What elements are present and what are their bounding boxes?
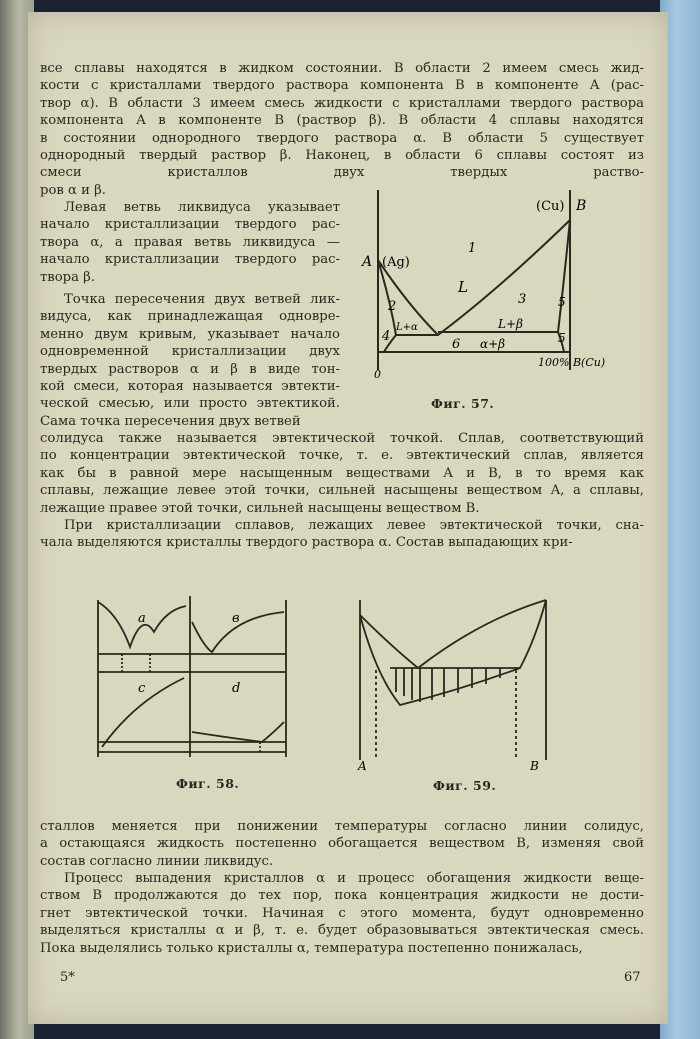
label-region-5-upper: 5	[558, 295, 566, 309]
paragraph-crystallization	[40, 517, 644, 552]
axis-label-concentration: 100% B(Cu)	[538, 356, 606, 369]
text-line: выделяться кристаллы α и β, т. е. будет образовываться эвтектическая смесь.	[40, 923, 644, 939]
page-number: 67	[624, 970, 641, 985]
label-region-5-lower: 5	[558, 331, 566, 345]
paragraph-liquidus-branches	[40, 199, 340, 286]
paragraph-solidus	[40, 430, 644, 517]
text-line: одновременной кристаллизации двух	[40, 344, 340, 360]
text-line: смеси кристаллов двух твердых раство-	[40, 165, 644, 181]
text-line: твора α, а правая ветвь ликвидуса —	[40, 234, 340, 250]
text-line: ческой смесью, или просто эвтектикой.	[40, 396, 340, 412]
paragraph-enrichment	[40, 870, 644, 957]
text-line: чала выделяются кристаллы твердого раствора α. Состав выпадающих кри-	[40, 535, 573, 551]
label-region-3: 3	[518, 292, 527, 307]
text-line: кости с кристаллами твердого раствора компонента B в компоненте A (рас-	[40, 78, 644, 94]
label-c: c	[138, 681, 146, 696]
label-b: в	[232, 611, 240, 626]
text-line: все сплавы находятся в жидком состоянии. В области 2 имеем смесь жид-	[40, 61, 644, 76]
label-b: B	[576, 198, 587, 214]
figure-58-caption: Фиг. 58.	[176, 776, 240, 791]
label-region-6: 6	[452, 337, 461, 352]
label-region-1: 1	[468, 241, 477, 256]
text-line: начало кристаллизации твердого рас-	[40, 252, 340, 268]
figure-58-cooling-curves	[94, 592, 294, 762]
text-line: При кристаллизации сплавов, лежащих левее эвтектической точки, сна-	[64, 518, 644, 533]
text-line: Пока выделялись только кристаллы α, температура постепенно понижалась,	[40, 940, 583, 956]
label-a: a	[138, 611, 146, 626]
text-line: ством B продолжаются до тех пор, пока концентрация жидкости не дости-	[40, 888, 644, 904]
figure-59-phase-diagram	[350, 590, 550, 770]
text-line: солидуса также называется эвтектической точкой. Сплав, соответствующий	[40, 431, 644, 446]
text-line: Точка пересечения двух ветвей лик-	[64, 292, 340, 307]
figure-57-caption: Фиг. 57.	[431, 396, 495, 411]
label-alpha-beta: α+β	[480, 337, 506, 351]
text-line: как бы в равной мере насыщенным веществами A и B, в то время как	[40, 465, 644, 481]
text-line: состав согласно линии ликвидус.	[40, 853, 274, 869]
label-l-beta: L+β	[498, 317, 523, 331]
text-line: по концентрации эвтектической точке, т. е. эвтектический сплав, является	[40, 448, 644, 464]
label-ag: (Ag)	[382, 255, 410, 270]
text-line: сталлов меняется при понижении температуры согласно линии солидус,	[40, 819, 644, 834]
label-a: A	[362, 254, 373, 270]
book-page	[28, 12, 668, 1024]
text-line: кой смеси, которая называется эвтекти-	[40, 379, 340, 395]
text-line: твора β.	[40, 269, 95, 285]
paragraph-top	[40, 60, 644, 199]
figure-59-caption: Фиг. 59.	[433, 778, 497, 793]
text-line: ров α и β.	[40, 182, 106, 198]
text-line: твор α). В области 3 имеем смесь жидкости с кристаллами твердого раствора	[40, 95, 644, 111]
label-cu: (Cu)	[536, 199, 565, 214]
label-liquid: L	[458, 278, 468, 296]
label-l-alpha: L+α	[396, 322, 418, 333]
text-line: начало кристаллизации твердого рас-	[40, 217, 340, 233]
text-line: Процесс выпадения кристаллов α и процесс обогащения жидкости веще-	[64, 871, 644, 886]
label-region-2: 2	[388, 299, 397, 314]
text-line: лежащие правее этой точки, сильней насыщены веществом B.	[40, 500, 480, 516]
paragraph-eutectic-point	[40, 291, 340, 430]
text-line: Левая ветвь ликвидуса указывает	[64, 200, 340, 215]
text-line: гнет эвтектической точки. Начиная с этого момента, будут одновременно	[40, 905, 644, 921]
figure-57-phase-diagram	[348, 180, 648, 380]
text-line: твердых растворов α и β в виде тон-	[40, 361, 340, 377]
text-line: компонента A в компоненте B (раствор β). В области 4 сплавы находятся	[40, 113, 644, 129]
text-line: видуса, как принадлежащая одновре-	[40, 309, 340, 325]
label-origin: 0	[374, 368, 381, 380]
signature-mark: 5*	[60, 970, 75, 985]
label-region-4: 4	[382, 329, 391, 344]
text-line: менно двум кривым, указывает начало	[40, 326, 340, 342]
text-line: а остающаяся жидкость постепенно обогащается веществом B, изменяя свой	[40, 836, 644, 852]
text-line: Сама точка пересечения двух ветвей	[40, 413, 301, 429]
label-a: A	[358, 759, 367, 770]
text-line: однородный твердый раствор β. Наконец, в области 6 сплавы состоят из	[40, 148, 644, 164]
text-line: сплавы, лежащие левее этой точки, сильней насыщены веществом A, а сплавы,	[40, 483, 644, 499]
label-d: d	[232, 681, 241, 696]
paragraph-composition-change	[40, 818, 644, 870]
label-b: B	[530, 759, 539, 770]
text-line: в состоянии однородного твердого раствора α. В области 5 существует	[40, 130, 644, 146]
